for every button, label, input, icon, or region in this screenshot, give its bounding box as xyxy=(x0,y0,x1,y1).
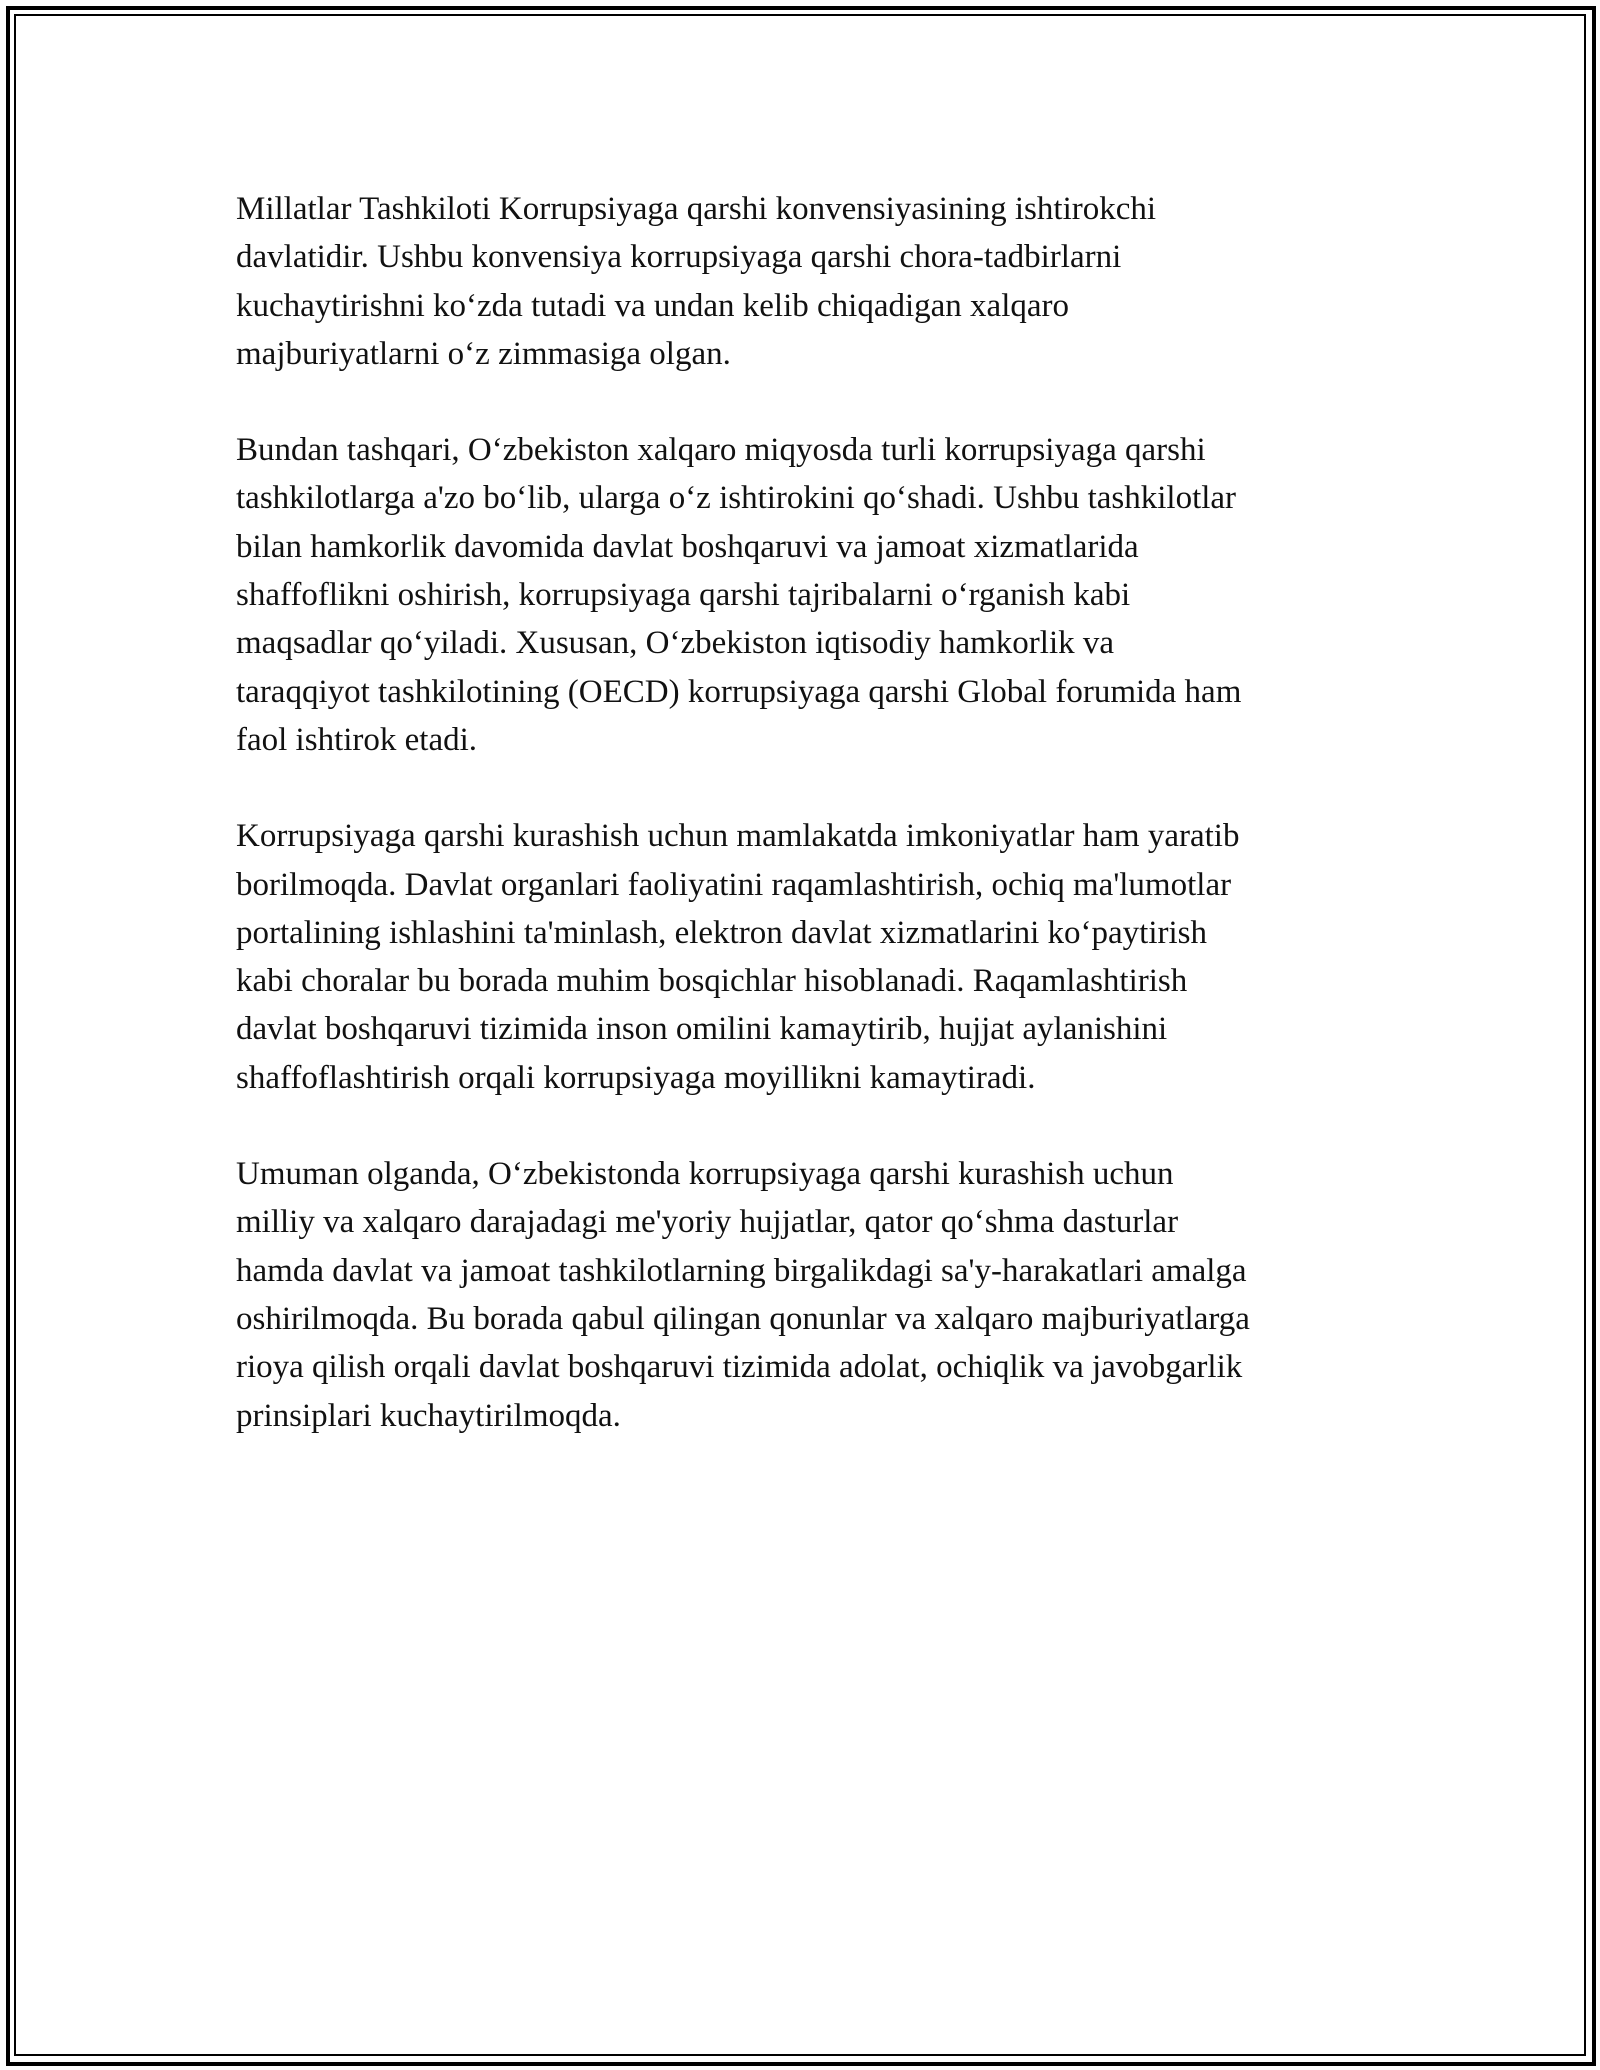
paragraph-1: Millatlar Tashkiloti Korrupsiyaga qarshi konvensiyasining ishtirokchi davlatidir. Ushbu konvensiya korrupsiyaga qarshi chora-tadbirlarni kuchaytirishni ko‘zda tutadi va undan kelib chiqadigan xalqaro majburiyatlarni o‘z zimmasiga olgan. xyxy=(236,191,1157,372)
document-body xyxy=(236,185,1366,1488)
paragraph-4: Umuman olganda, O‘zbekistonda korrupsiyaga qarshi kurashish uchun milliy va xalqaro darajadagi me'yoriy hujjatlar, qator qo‘shma dasturlar hamda davlat va jamoat tashkilotlarning birgalikdagi sa'y-harakatlari amalga oshirilmoqda. Bu borada qabul qilingan qonunlar va xalqaro majburiyatlarga rioya qilish orqali davlat boshqaruvi tizimida adolat, ochiqlik va javobgarlik prinsiplari kuchaytirilmoqda. xyxy=(236,1156,1250,1434)
paragraph-3: Korrupsiyaga qarshi kurashish uchun mamlakatda imkoniyatlar ham yaratib borilmoqda. Davlat organlari faoliyatini raqamlashtirish, ochiq ma'lumotlar portalining ishlashini ta'minlash, elektron davlat xizmatlarini ko‘paytirish kabi choralar bu borada muhim bosqichlar hisoblanadi. Raqamlashtirish davlat boshqaruvi tizimida inson omilini kamaytirib, hujjat aylanishini shaffoflashtirish orqali korrupsiyaga moyillikni kamaytiradi. xyxy=(236,818,1240,1096)
paragraph-2: Bundan tashqari, O‘zbekiston xalqaro miqyosda turli korrupsiyaga qarshi tashkilotlarga a'zo bo‘lib, ularga o‘z ishtirokini qo‘shadi. Ushbu tashkilotlar bilan hamkorlik davomida davlat boshqaruvi va jamoat xizmatlarida shaffoflikni oshirish, korrupsiyaga qarshi tajribalarni o‘rganish kabi maqsadlar qo‘yiladi. Xususan, O‘zbekiston iqtisodiy hamkorlik va taraqqiyot tashkilotining (OECD) korrupsiyaga qarshi Global forumida ham faol ishtirok etadi. xyxy=(236,432,1242,758)
